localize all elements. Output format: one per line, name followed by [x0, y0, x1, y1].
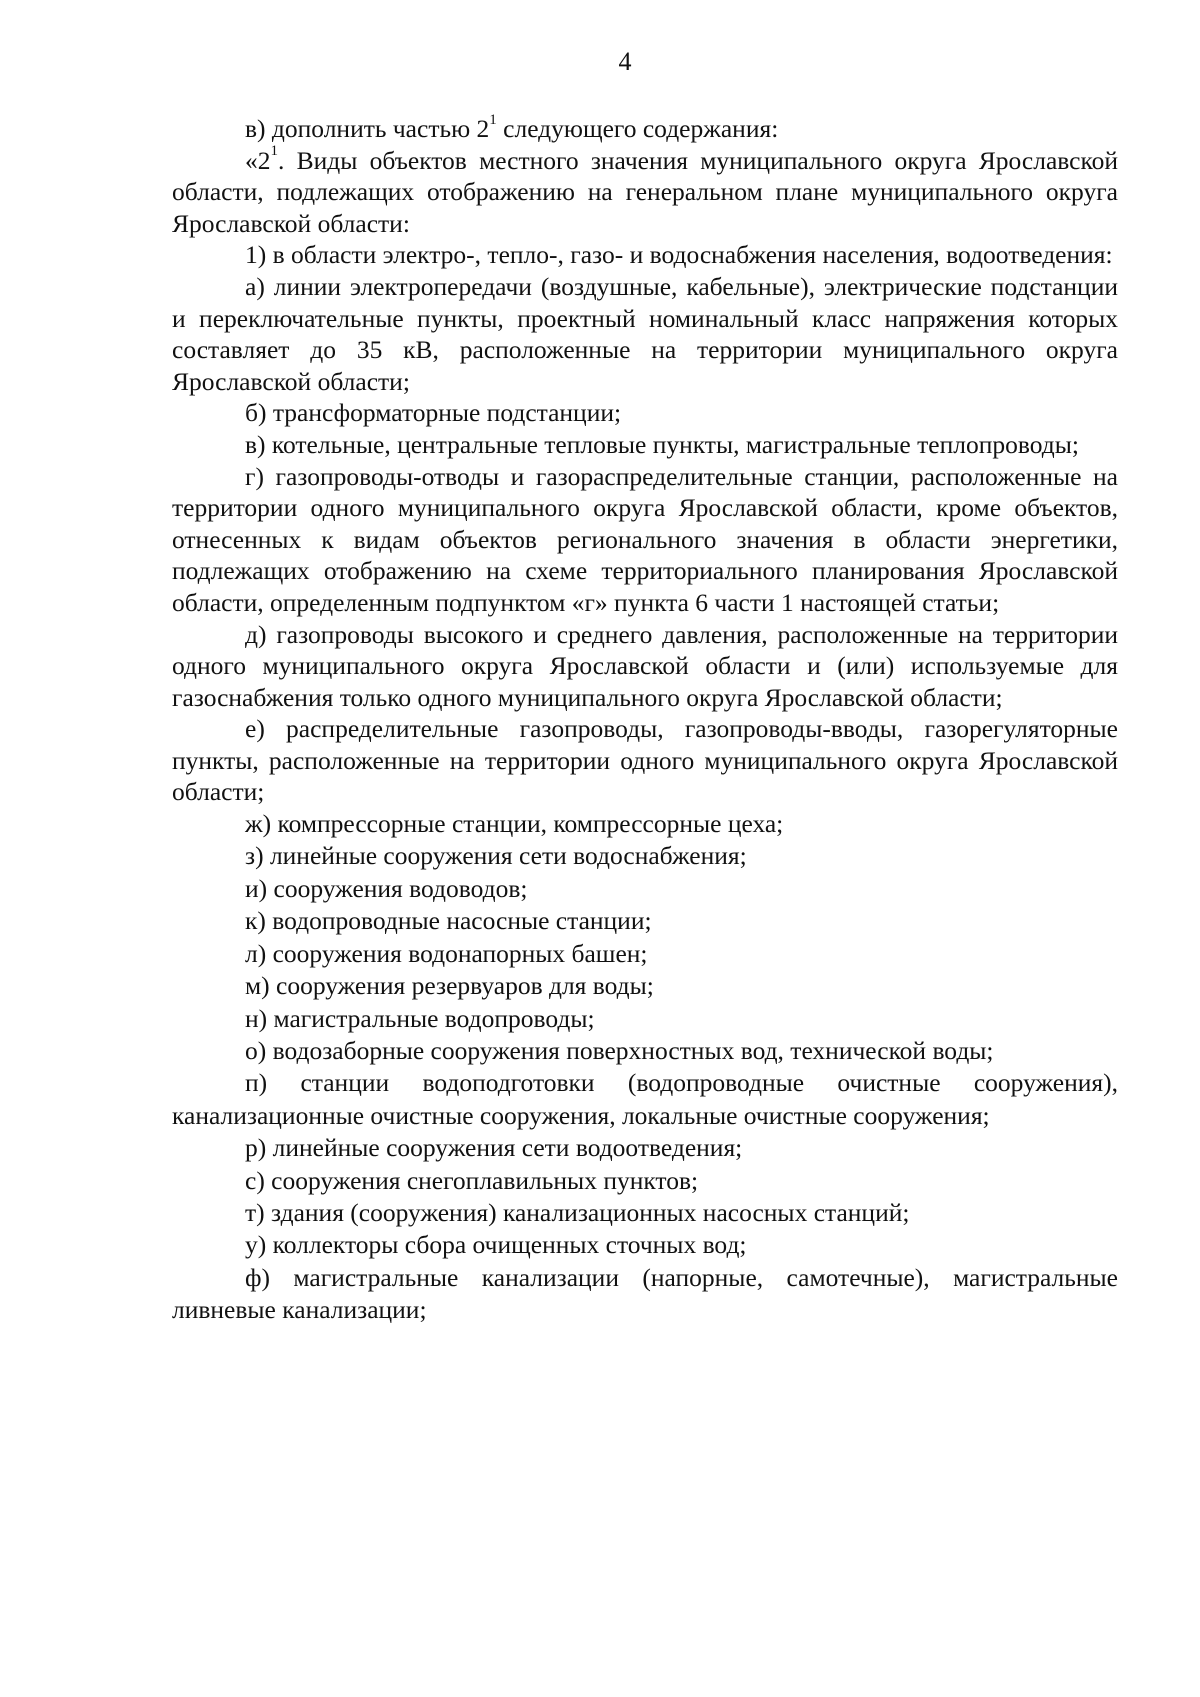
superscript: 1 [270, 143, 278, 160]
paragraph-item: г) газопроводы-отводы и газораспределительные станции, расположенные на территории одного муниципального округа Ярославской области, кроме объектов, отнесенных к видам объектов регионального значения в области энергетики, подлежащих отображению на схеме территориального планирования Ярославской области, определенным подпунктом «г» пункта 6 части 1 настоящей статьи; [172, 461, 1118, 617]
paragraph-item: у) коллекторы сбора очищенных сточных вод; [245, 1230, 747, 1260]
paragraph-item: с) сооружения снегоплавильных пунктов; [245, 1165, 699, 1195]
paragraph-item: ж) компрессорные станции, компрессорные цеха; [245, 809, 784, 839]
paragraph-item: е) распределительные газопроводы, газопроводы-вводы, газорегуляторные пункты, расположенные на территории одного муниципального округа Ярославской области; [172, 714, 1118, 807]
paragraph-part-heading: «$2^1$. Виды объектов местного значения муниципального округа Ярославской области, подлежащих отображению на генеральном плане муниципального округа Ярославской области: [172, 143, 1118, 238]
paragraph-item: к) водопроводные насосные станции; [245, 906, 652, 936]
paragraph-item: н) магистральные водопроводы; [245, 1003, 595, 1033]
superscript: 1 [489, 111, 497, 128]
paragraph-item: п) станции водоподготовки (водопроводные очистные сооружения), канализационные очистные сооружения, локальные очистные сооружения; [172, 1068, 1118, 1130]
paragraph-item: з) линейные сооружения сети водоснабжения; [245, 841, 747, 871]
document-body [172, 113, 1118, 1327]
paragraph-item: д) газопроводы высокого и среднего давления, расположенные на территории одного муниципального округа Ярославской области и (или) используемые для газоснабжения только одного муниципального округа Ярославской области; [172, 619, 1118, 712]
paragraph-item: о) водозаборные сооружения поверхностных вод, технической воды; [245, 1035, 994, 1065]
paragraph-item: и) сооружения водоводов; [245, 873, 528, 903]
paragraph-item: в) котельные, центральные тепловые пункты, магистральные теплопроводы; [245, 429, 1079, 459]
paragraph-item: 1) в области электро-, тепло-, газо- и водоснабжения населения, водоотведения: [245, 240, 1113, 270]
paragraph-item: ф) магистральные канализации (напорные, самотечные), магистральные ливневые канализации; [172, 1262, 1118, 1325]
paragraph-item: л) сооружения водонапорных башен; [245, 938, 648, 968]
page-number: 4 [618, 47, 632, 76]
paragraph-item: р) линейные сооружения сети водоотведения; [245, 1133, 743, 1163]
paragraph-item: а) линии электропередачи (воздушные, кабельные), электрические подстанции и переключательные пункты, проектный номинальный класс напряжения которых составляет до 35 кВ, расположенные на территории муниципального округа Ярославской области; [172, 271, 1118, 396]
paragraph-amendment-intro: в) дополнить частью $2^1$ следующего содержания: [245, 111, 779, 143]
paragraph-item: м) сооружения резервуаров для воды; [245, 971, 654, 1001]
paragraph-item: б) трансформаторные подстанции; [245, 398, 622, 428]
paragraph-item: т) здания (сооружения) канализационных насосных станций; [245, 1197, 910, 1227]
